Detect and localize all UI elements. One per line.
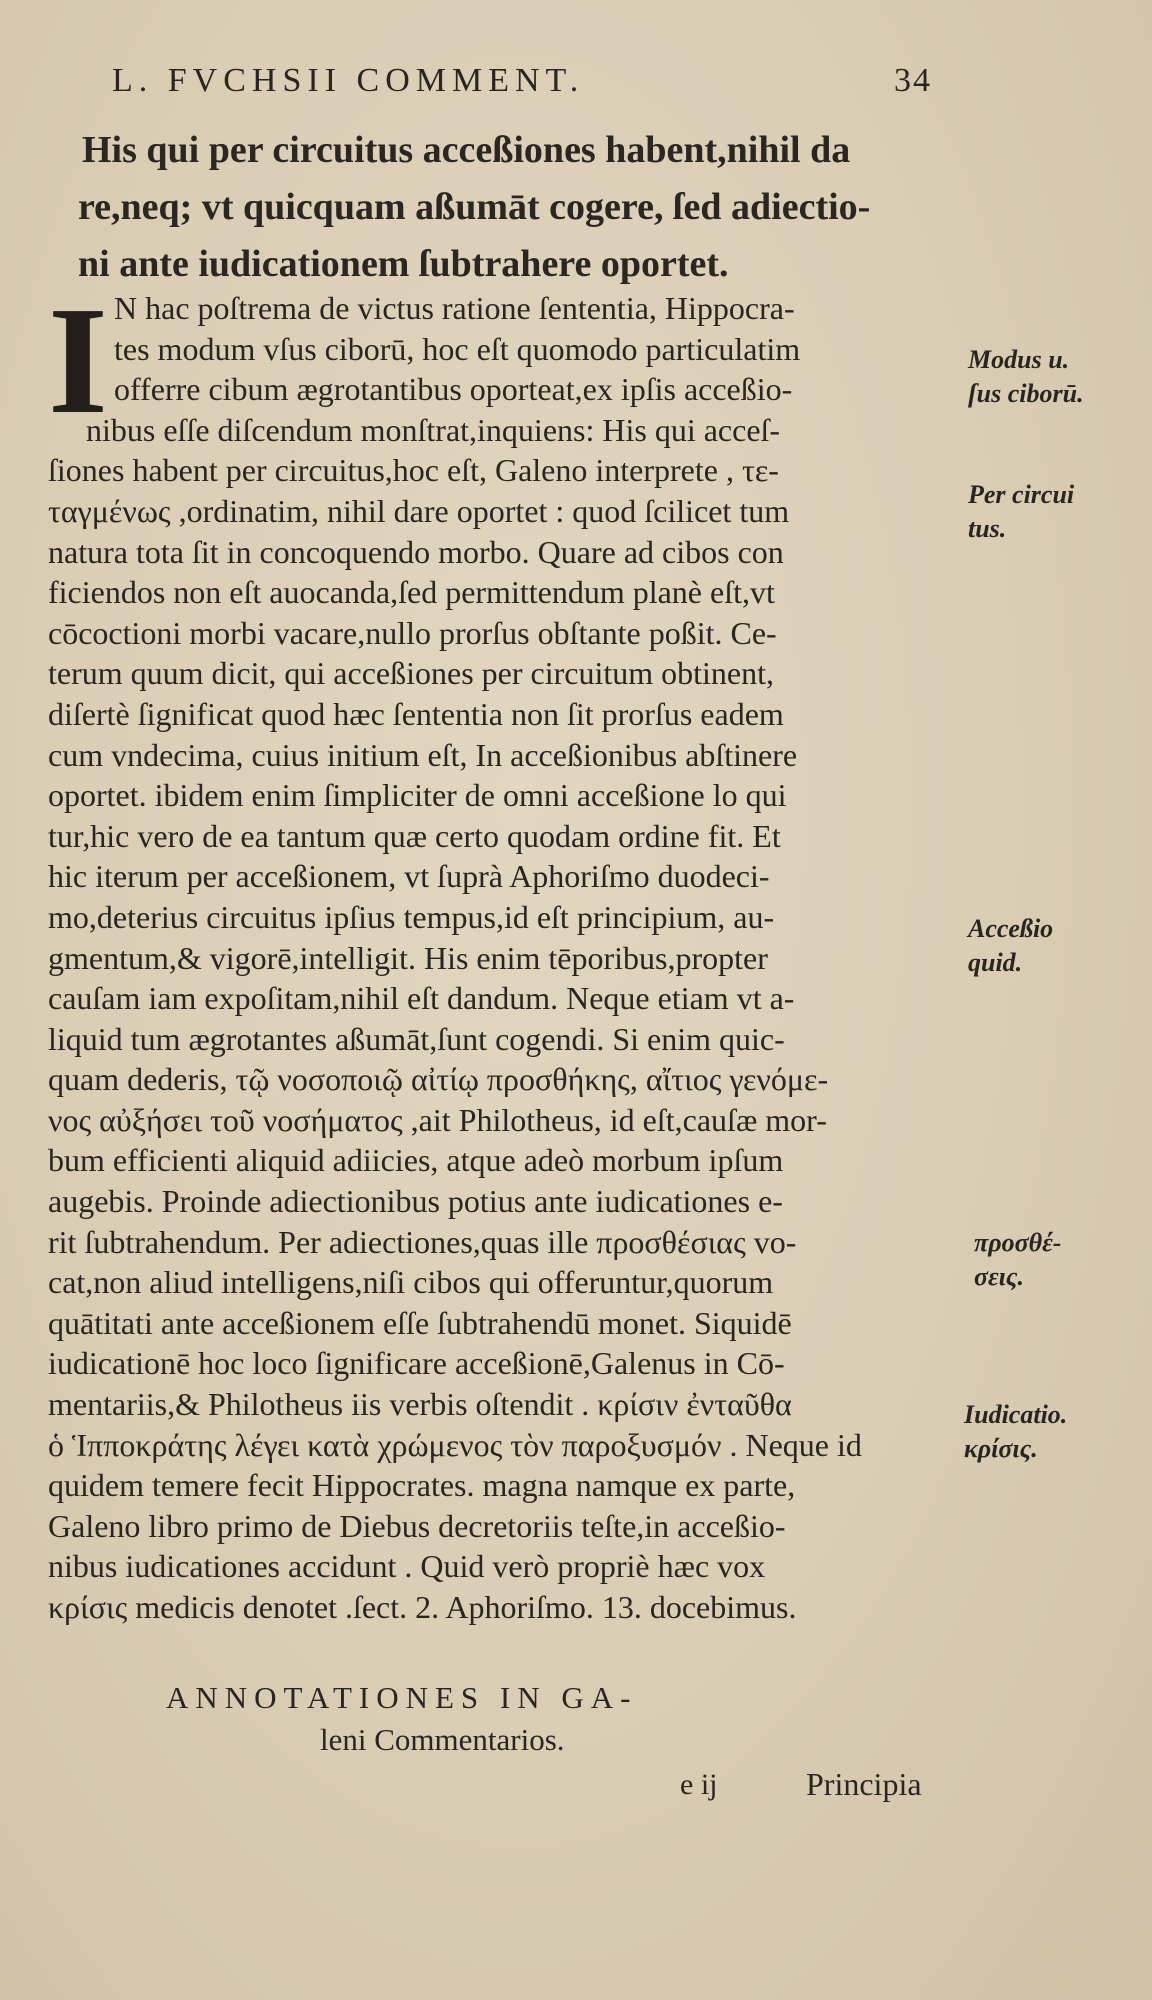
margin-note-line: Acceßio [968,914,1054,943]
margin-note-line: Modus u. [968,345,1070,374]
running-header [112,62,932,100]
commentary-line: nibus iudicationes accidunt . Quid verò propriè hæc vox [48,1548,766,1585]
commentary-line: ſiones habent per circuitus,hoc eſt, Galeno interprete , τε- [48,452,779,489]
commentary-line: tes modum vſus ciborū, hoc eſt quomodo particulatim [114,330,801,367]
margin-note-line: quid. [968,948,1023,977]
commentary-line: ταγμένως ,ordinatim, nihil dare oportet : quod ſcilicet tum [48,492,790,529]
catchword: Principia [806,1766,922,1802]
commentary-line: ficiendos non eſt auocanda,ſed permittendum planè eſt,vt [48,574,775,611]
commentary-line: N hac poſtrema de victus ratione ſententia, Hippocra- [114,290,795,326]
aphorism-line: re,neq; vt quicquam aßumāt cogere, ſed adiectio- [78,186,871,228]
commentary-line: hic iterum per acceßionem, vt ſuprà Aphoriſmo duodeci- [48,858,770,895]
annotations-heading-continuation: leni Commentarios. [320,1722,565,1757]
commentary-line: νος αὐξήσει τοῦ νοσήματος ,ait Philotheus, id eſt,cauſæ mor- [48,1101,827,1138]
commentary-line: natura tota ſit in concoquendo morbo. Quare ad cibos con [48,533,784,570]
page-number: 34 [894,62,932,99]
margin-note-line: tus. [968,514,1007,543]
commentary-line: offerre cibum ægrotantibus oporteat,ex ipſis acceßio- [114,371,793,408]
commentary-line: gmentum,& vigorē,intelligit. His enim tēporibus,propter [48,939,768,976]
margin-note-line: σεις. [974,1262,1024,1291]
commentary-line: diſertè ſignificat quod hæc ſententia non ſit prorſus eadem [48,695,784,732]
running-title: L. FVCHSII COMMENT. [112,62,585,99]
decorated-initial: I [48,276,108,446]
margin-note-line: κρίσις. [964,1434,1038,1463]
aphorism-text [78,122,958,293]
commentary-line: mentariis,& Philotheus iis verbis oſtendit . κρίσιν ἐνταῦθα [48,1386,792,1423]
commentary-line: mo,deterius circuitus ipſius tempus,id eſt principium, au- [48,898,775,935]
commentary-line: liquid tum ægrotantes aßumāt,ſunt cogendi. Si enim quic- [48,1020,785,1057]
commentary-line: rit ſubtrahendum. Per adiectiones,quas ille προσθέσιας vo- [48,1223,797,1260]
margin-note-line: προσθέ- [974,1228,1062,1257]
commentary-line: quātitati ante acceßionem eſſe ſubtrahendū monet. Siquidē [48,1304,792,1341]
commentary-line: nibus eſſe diſcendum monſtrat,inquiens: His qui acceſ- [86,411,781,448]
margin-note-line: ſus ciborū. [968,379,1084,408]
annotations-heading: ANNOTATIONES IN GA- [166,1680,638,1715]
commentary-line: Galeno libro primo de Diebus decretoriis teſte,in acceßio- [48,1507,786,1544]
commentary-line: κρίσις medicis denotet .ſect. 2. Aphoriſmo. 13. docebimus. [48,1589,797,1625]
commentary-line: cum vndecima, cuius initium eſt, In acceßionibus abſtinere [48,736,798,773]
commentary-line: quam dederis, τῷ νοσοποιῷ αἰτίῳ προσθήκης, αἴτιος γενόμε- [48,1061,829,1098]
margin-note-line: Per circui [968,480,1075,509]
aphorism-line: ni ante iudicationem ſubtrahere oportet. [78,243,729,285]
commentary-line: tur,hic vero de ea tantum quæ certo quodam ordine fit. Et [48,817,781,854]
margin-note-accessio [968,912,1053,980]
commentary-line: terum quum dicit, qui acceßiones per circuitum obtinent, [48,655,775,692]
commentary-line: augebis. Proinde adiectionibus potius ante iudicationes e- [48,1183,783,1220]
commentary-line: cat,non aliud intelligens,niſi cibos qui offeruntur,quorum [48,1264,774,1301]
commentary-text [48,276,968,1628]
commentary-line: iudicationē hoc loco ſignificare acceßionē,Galenus in Cō- [48,1345,785,1382]
margin-note-prostheseis [974,1226,1061,1294]
commentary-line: cauſam iam expoſitam,nihil eſt dandum. Neque etiam vt a- [48,980,795,1017]
commentary-line: oportet. ibidem enim ſimpliciter de omni acceßione lo qui [48,777,787,814]
margin-note-iudicatio [964,1398,1067,1466]
margin-note-modus [968,343,1084,411]
margin-note-circuitus [968,478,1074,546]
commentary-line: quidem temere fecit Hippocrates. magna namque ex parte, [48,1467,796,1504]
commentary-line: cōcoctioni morbi vacare,nullo prorſus obſtante poßit. Ce- [48,614,777,651]
signature-mark: e ij [680,1768,718,1801]
commentary-line: ὁ Ἱπποκράτης λέγει κατὰ χρώμενος τὸν παροξυσμόν . Neque id [48,1426,862,1463]
aphorism-line: His qui per circuitus acceßiones habent,nihil da [82,129,851,171]
margin-note-line: Iudicatio. [964,1400,1068,1429]
commentary-line: bum efficienti aliquid adiicies, atque adeò morbum ipſum [48,1142,784,1179]
